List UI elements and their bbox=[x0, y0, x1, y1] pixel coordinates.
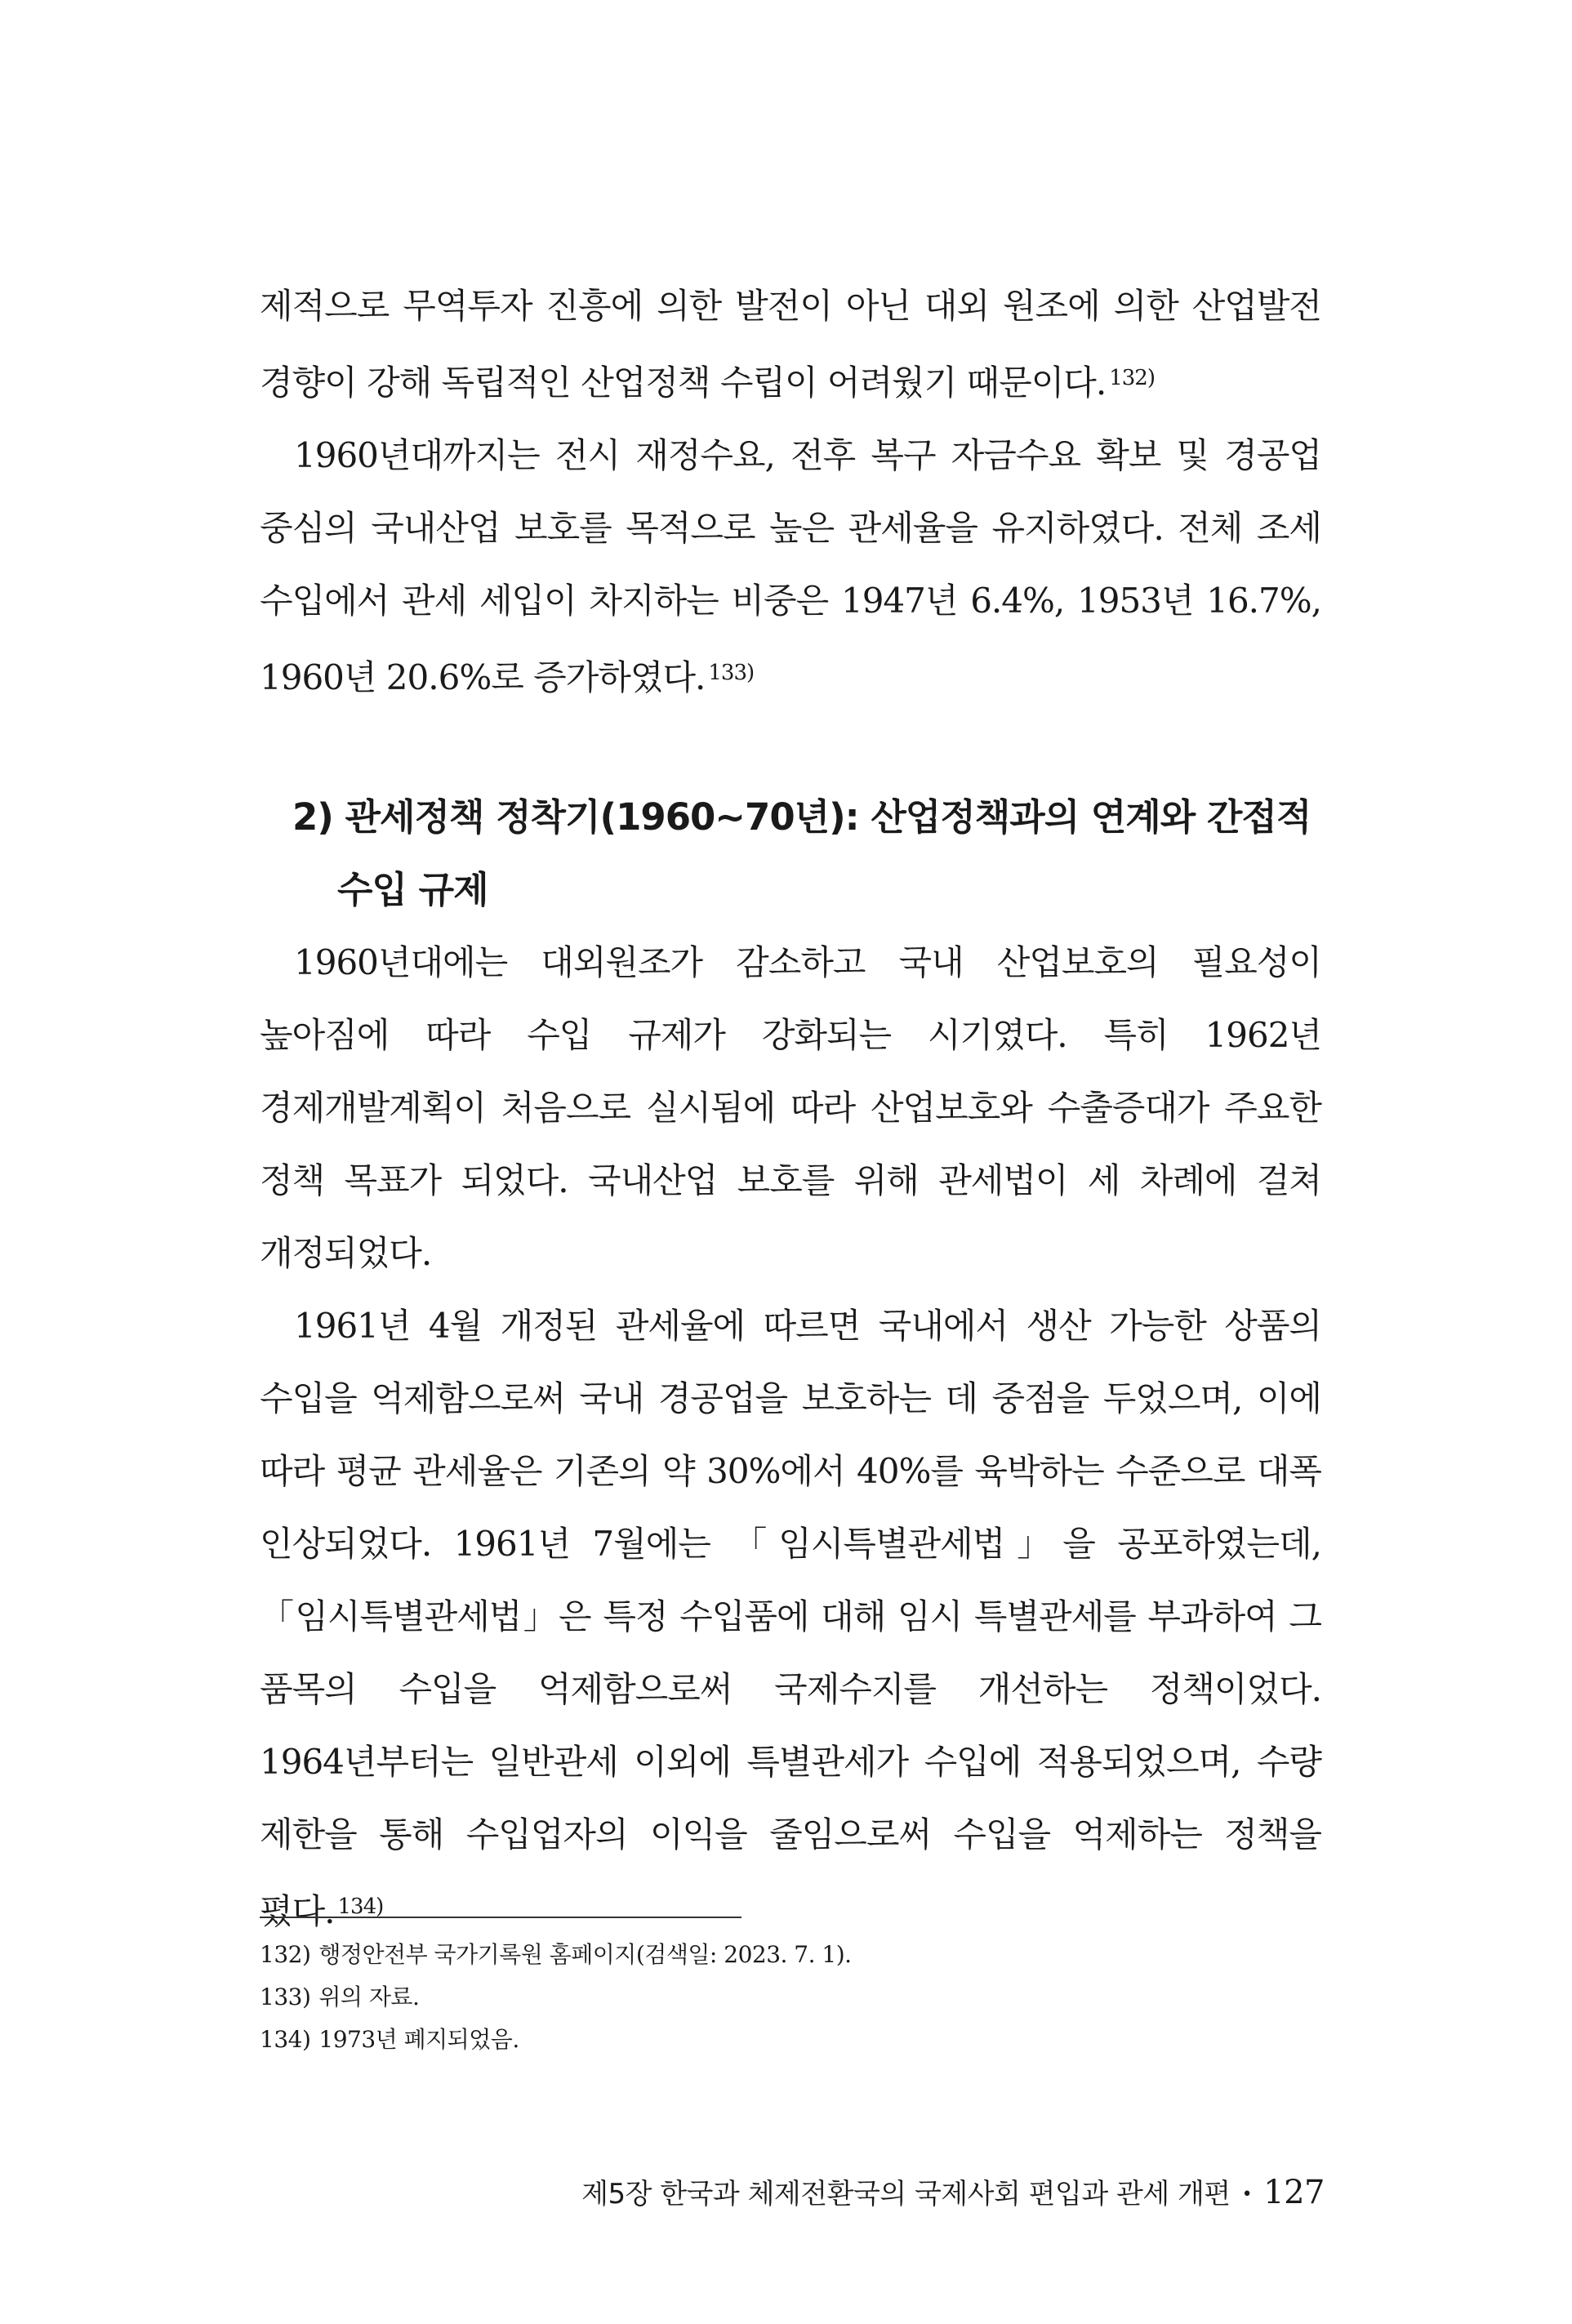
page-body bbox=[260, 269, 1321, 1948]
paragraph-text: 1960년대에는 대외원조가 감소하고 국내 산업보호의 필요성이 높아짐에 따라 수입 규제가 강화되는 시기였다. 특히 1962년 경제개발계획이 처음으로 실시됨에 따라 산업보호와 수출증대가 주요한 정책 목표가 되었다. 국내산업 보호를 위해 관세법이 세 차례에 걸쳐 개정되었다. bbox=[260, 942, 1321, 1273]
footnote-divider bbox=[260, 1917, 741, 1918]
footnote-133 bbox=[260, 1976, 1321, 2019]
paragraph-1961-revision bbox=[260, 1289, 1321, 1948]
footnote-number: 133) bbox=[260, 1983, 311, 2010]
footnote-text: 행정안전부 국가기록원 홈페이지(검색일: 2023. 7. 1). bbox=[318, 1941, 852, 1968]
bullet-icon: • bbox=[1241, 2184, 1253, 2205]
footnote-number: 134) bbox=[260, 2026, 311, 2053]
paragraph-text: 제적으로 무역투자 진흥에 의한 발전이 아닌 대외 원조에 의한 산업발전 경향이 강해 독립적인 산업정책 수립이 어려웠기 때문이다. bbox=[260, 286, 1321, 403]
paragraph-text: 1960년대까지는 전시 재정수요, 전후 복구 자금수요 확보 및 경공업 중심의 국내산업 보호를 목적으로 높은 관세율을 유지하였다. 전체 조세 수입에서 관세 세입이 차지하는 비중은 1947년 6.4%, 1953년 16.7%, 1960년 20.6%로 증가하였다. bbox=[260, 435, 1321, 697]
running-footer bbox=[581, 2172, 1325, 2215]
section-heading-line1: 2) 관세정책 정착기(1960~70년): 산업정책과의 연계와 간접적 bbox=[292, 795, 1311, 839]
paragraph-text: 1961년 4월 개정된 관세율에 따르면 국내에서 생산 가능한 상품의 수입을 억제함으로써 국내 경공업을 보호하는 데 중점을 두었으며, 이에 따라 평균 관세율은 기존의 약 30%에서 40%를 육박하는 수준으로 대폭 인상되었다. 1961년 7월에는 「임시특별관세법」을 공포하였는데, 「임시특별관세법」은 특정 수입품에 대해 임시 특별관세를 부과하여 그 품목의 수입을 억제함으로써 국제수지를 개선하는 정책이었다. 1964년부터는 일반관세 이외에 특별관세가 수입에 적용되었으며, 수량 제한을 통해 수입업자의 이익을 줄임으로써 수입을 억제하는 정책을 폈다. bbox=[260, 1306, 1321, 1931]
page-number: 127 bbox=[1263, 2174, 1325, 2211]
paragraph-continued bbox=[260, 269, 1321, 419]
footnote-ref-134[interactable]: 134) bbox=[337, 1894, 384, 1919]
footnote-text: 위의 자료. bbox=[318, 1983, 420, 2010]
section-heading bbox=[260, 781, 1321, 926]
footnote-text: 1973년 폐지되었음. bbox=[318, 2026, 519, 2053]
footnote-134 bbox=[260, 2019, 1321, 2061]
chapter-title: 제5장 한국과 체제전환국의 국제사회 편입과 관세 개편 bbox=[581, 2178, 1231, 2210]
footnote-number: 132) bbox=[260, 1941, 311, 1968]
paragraph-1960s bbox=[260, 926, 1321, 1289]
footnote-132 bbox=[260, 1934, 1321, 1976]
footnote-ref-133[interactable]: 133) bbox=[708, 661, 755, 685]
section-heading-line2: 수입 규제 bbox=[337, 868, 488, 911]
footnotes bbox=[260, 1934, 1321, 2061]
footnote-ref-132[interactable]: 132) bbox=[1109, 366, 1155, 390]
paragraph-tariff-revenue bbox=[260, 419, 1321, 714]
